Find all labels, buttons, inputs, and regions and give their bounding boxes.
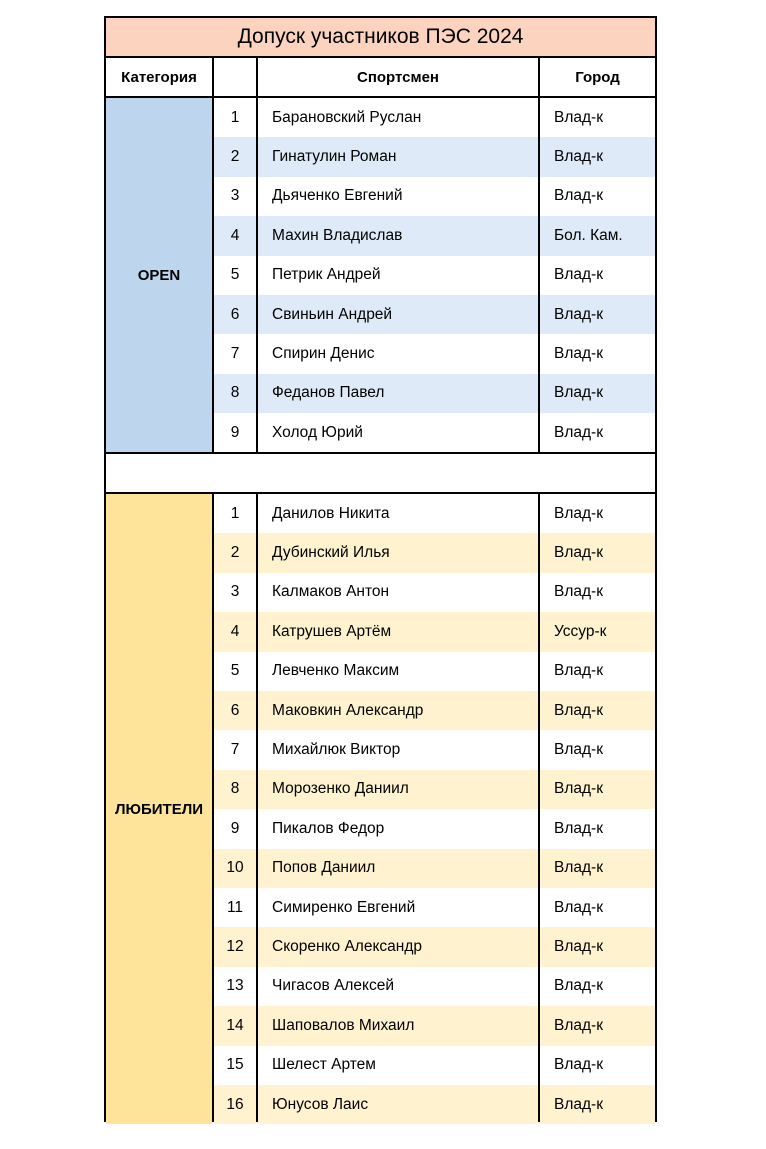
table-row — [214, 612, 655, 651]
athlete-name: Морозенко Даниил — [272, 780, 409, 798]
athlete-name: Махин Владислав — [272, 226, 403, 244]
athlete-name: Пикалов Федор — [272, 819, 385, 837]
athlete-name: Дьяченко Евгений — [272, 187, 403, 205]
athlete-city: Влад-к — [554, 504, 603, 522]
row-number: 10 — [226, 859, 244, 877]
athlete-name: Гинатулин Роман — [272, 148, 397, 166]
table-row — [214, 770, 655, 809]
athlete-name: Спирин Денис — [272, 345, 375, 363]
row-number: 5 — [230, 662, 240, 680]
athlete-city: Влад-к — [554, 266, 603, 284]
table-row — [214, 849, 655, 888]
athlete-city: Влад-к — [554, 1095, 603, 1113]
athlete-city: Влад-к — [554, 977, 603, 995]
athlete-name: Холод Юрий — [272, 423, 363, 441]
table-row — [214, 573, 655, 612]
athlete-name: Шелест Артем — [272, 1056, 376, 1074]
athlete-city: Влад-к — [554, 345, 603, 363]
table-row — [214, 927, 655, 966]
row-number: 4 — [230, 226, 240, 244]
row-number: 2 — [230, 544, 240, 562]
athlete-name: Маковкин Александр — [272, 701, 424, 719]
column-divider — [256, 492, 258, 1122]
column-divider — [538, 58, 540, 453]
table-row — [214, 809, 655, 848]
athlete-city: Влад-к — [554, 780, 603, 798]
athlete-city: Влад-к — [554, 741, 603, 759]
athlete-name: Дубинский Илья — [272, 544, 390, 562]
row-number: 12 — [226, 938, 244, 956]
athlete-name: Свиньин Андрей — [272, 305, 393, 323]
table-row — [214, 295, 655, 334]
header-city: Город — [540, 58, 655, 98]
athlete-name: Шаповалов Михаил — [272, 1016, 415, 1034]
row-number: 6 — [230, 305, 240, 323]
column-divider — [538, 492, 540, 1122]
group-separator — [106, 452, 655, 494]
row-number: 14 — [226, 1016, 244, 1034]
athlete-city: Влад-к — [554, 305, 603, 323]
athlete-name: Данилов Никита — [272, 504, 390, 522]
table-row — [214, 494, 655, 533]
athlete-city: Влад-к — [554, 187, 603, 205]
row-number: 15 — [226, 1056, 244, 1074]
table-row — [214, 730, 655, 769]
row-number: 6 — [230, 701, 240, 719]
row-number: 5 — [230, 266, 240, 284]
athlete-city: Влад-к — [554, 898, 603, 916]
table-row — [214, 533, 655, 572]
row-number: 8 — [230, 780, 240, 798]
table-row — [214, 967, 655, 1006]
athlete-name: Феданов Павел — [272, 384, 385, 402]
row-number: 9 — [230, 423, 240, 441]
athlete-city: Влад-к — [554, 583, 603, 601]
table-row — [214, 652, 655, 691]
table-title: Допуск участников ПЭС 2024 — [106, 18, 655, 58]
table-row — [214, 413, 655, 452]
athlete-name: Барановский Руслан — [272, 108, 422, 126]
table-row — [214, 1046, 655, 1085]
row-number: 16 — [226, 1095, 244, 1113]
table-row — [214, 137, 655, 176]
row-number: 7 — [230, 741, 240, 759]
table-row — [214, 691, 655, 730]
row-number: 7 — [230, 345, 240, 363]
column-divider — [212, 58, 214, 453]
table-row — [214, 888, 655, 927]
column-divider — [256, 58, 258, 453]
header-category: Категория — [106, 58, 212, 98]
athlete-city: Влад-к — [554, 108, 603, 126]
category-cell: OPEN — [106, 98, 212, 453]
table-row — [214, 374, 655, 413]
athlete-name: Петрик Андрей — [272, 266, 381, 284]
athlete-name: Левченко Максим — [272, 662, 400, 680]
row-number: 13 — [226, 977, 244, 995]
row-number: 3 — [230, 583, 240, 601]
athlete-name: Попов Даниил — [272, 859, 376, 877]
row-number: 1 — [230, 504, 240, 522]
athlete-city: Влад-к — [554, 1016, 603, 1034]
row-number: 8 — [230, 384, 240, 402]
athlete-city: Влад-к — [554, 423, 603, 441]
table-row — [214, 1006, 655, 1045]
table-row — [214, 98, 655, 137]
row-number: 3 — [230, 187, 240, 205]
athlete-city: Влад-к — [554, 384, 603, 402]
table-row — [214, 334, 655, 373]
athlete-city: Влад-к — [554, 662, 603, 680]
athlete-name: Калмаков Антон — [272, 583, 390, 601]
athlete-city: Влад-к — [554, 938, 603, 956]
athlete-city: Уссур-к — [554, 622, 607, 640]
athlete-city: Влад-к — [554, 1056, 603, 1074]
header-athlete: Спортсмен — [258, 58, 538, 98]
athlete-city: Влад-к — [554, 544, 603, 562]
table-row — [214, 1085, 655, 1124]
athlete-city: Влад-к — [554, 859, 603, 877]
participants-table — [104, 16, 657, 1122]
table-row — [214, 216, 655, 255]
row-number: 1 — [230, 108, 240, 126]
athlete-name: Симиренко Евгений — [272, 898, 416, 916]
row-number: 2 — [230, 148, 240, 166]
header-number — [214, 58, 256, 98]
athlete-name: Михайлюк Виктор — [272, 741, 401, 759]
table-row — [214, 256, 655, 295]
column-divider — [212, 492, 214, 1122]
table-row — [214, 177, 655, 216]
athlete-city: Влад-к — [554, 148, 603, 166]
athlete-city: Бол. Кам. — [554, 226, 623, 244]
athlete-name: Чигасов Алексей — [272, 977, 394, 995]
category-cell: ЛЮБИТЕЛИ — [106, 494, 212, 1124]
athlete-name: Юнусов Лаис — [272, 1095, 369, 1113]
row-number: 11 — [226, 898, 244, 916]
row-number: 4 — [230, 622, 240, 640]
athlete-city: Влад-к — [554, 819, 603, 837]
athlete-city: Влад-к — [554, 701, 603, 719]
athlete-name: Катрушев Артём — [272, 622, 392, 640]
row-number: 9 — [230, 819, 240, 837]
athlete-name: Скоренко Александр — [272, 938, 423, 956]
